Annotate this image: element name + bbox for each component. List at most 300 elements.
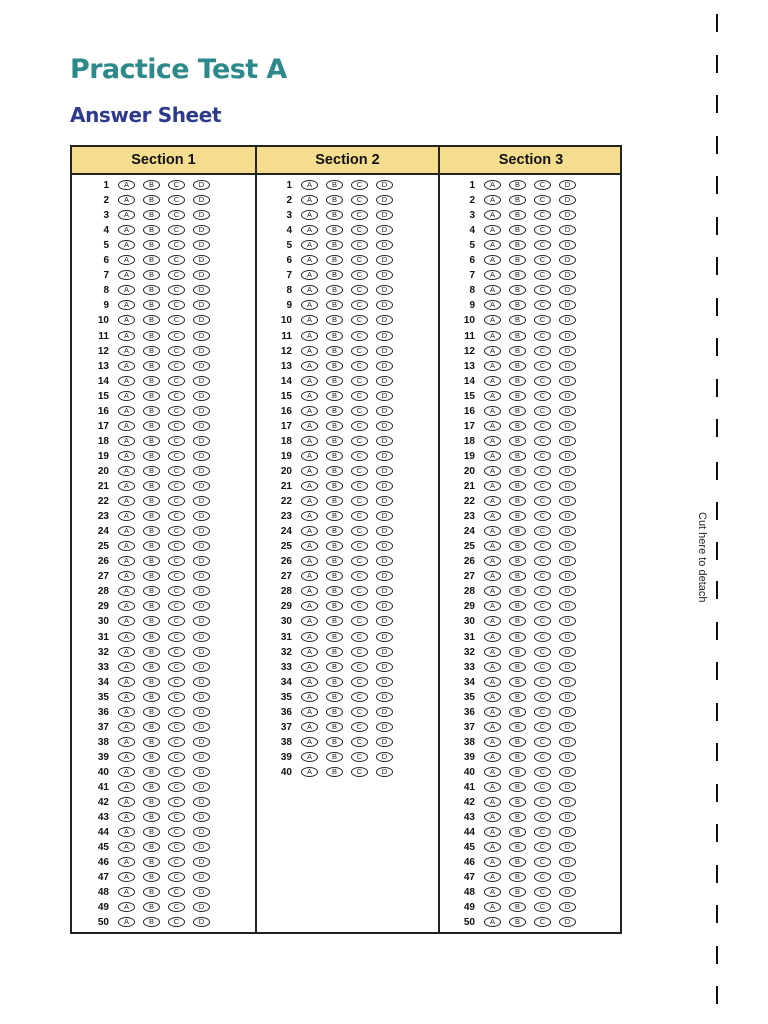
answer-bubble-c[interactable]: C (351, 601, 368, 611)
answer-bubble-d[interactable]: D (193, 496, 210, 506)
answer-bubble-a[interactable]: A (301, 421, 318, 431)
answer-bubble-c[interactable]: C (534, 376, 551, 386)
answer-bubble-c[interactable]: C (534, 902, 551, 912)
answer-bubble-d[interactable]: D (559, 722, 576, 732)
answer-bubble-d[interactable]: D (559, 812, 576, 822)
answer-bubble-d[interactable]: D (193, 752, 210, 762)
answer-bubble-d[interactable]: D (376, 601, 393, 611)
answer-bubble-b[interactable]: B (326, 481, 343, 491)
answer-bubble-b[interactable]: B (509, 526, 526, 536)
answer-bubble-d[interactable]: D (559, 857, 576, 867)
answer-bubble-b[interactable]: B (143, 436, 160, 446)
answer-bubble-b[interactable]: B (143, 195, 160, 205)
answer-bubble-a[interactable]: A (301, 361, 318, 371)
answer-bubble-c[interactable]: C (168, 797, 185, 807)
answer-bubble-d[interactable]: D (193, 526, 210, 536)
answer-bubble-a[interactable]: A (118, 737, 135, 747)
answer-bubble-a[interactable]: A (118, 722, 135, 732)
answer-bubble-d[interactable]: D (559, 917, 576, 927)
answer-bubble-b[interactable]: B (143, 376, 160, 386)
answer-bubble-d[interactable]: D (559, 225, 576, 235)
answer-bubble-b[interactable]: B (326, 255, 343, 265)
answer-bubble-a[interactable]: A (484, 737, 501, 747)
answer-bubble-b[interactable]: B (509, 857, 526, 867)
answer-bubble-b[interactable]: B (143, 496, 160, 506)
answer-bubble-c[interactable]: C (534, 872, 551, 882)
answer-bubble-b[interactable]: B (509, 797, 526, 807)
answer-bubble-a[interactable]: A (118, 827, 135, 837)
answer-bubble-c[interactable]: C (351, 752, 368, 762)
answer-bubble-d[interactable]: D (193, 647, 210, 657)
answer-bubble-b[interactable]: B (509, 511, 526, 521)
answer-bubble-c[interactable]: C (168, 752, 185, 762)
answer-bubble-c[interactable]: C (351, 391, 368, 401)
answer-bubble-c[interactable]: C (168, 616, 185, 626)
answer-bubble-a[interactable]: A (118, 812, 135, 822)
answer-bubble-c[interactable]: C (168, 767, 185, 777)
answer-bubble-b[interactable]: B (509, 406, 526, 416)
answer-bubble-d[interactable]: D (559, 240, 576, 250)
answer-bubble-d[interactable]: D (376, 632, 393, 642)
answer-bubble-c[interactable]: C (534, 210, 551, 220)
answer-bubble-d[interactable]: D (193, 300, 210, 310)
answer-bubble-a[interactable]: A (118, 601, 135, 611)
answer-bubble-b[interactable]: B (509, 421, 526, 431)
answer-bubble-b[interactable]: B (509, 722, 526, 732)
answer-bubble-a[interactable]: A (484, 210, 501, 220)
answer-bubble-a[interactable]: A (484, 526, 501, 536)
answer-bubble-b[interactable]: B (509, 782, 526, 792)
answer-bubble-d[interactable]: D (376, 466, 393, 476)
answer-bubble-a[interactable]: A (484, 827, 501, 837)
answer-bubble-d[interactable]: D (376, 586, 393, 596)
answer-bubble-c[interactable]: C (168, 541, 185, 551)
answer-bubble-a[interactable]: A (484, 195, 501, 205)
answer-bubble-d[interactable]: D (559, 361, 576, 371)
answer-bubble-a[interactable]: A (118, 707, 135, 717)
answer-bubble-b[interactable]: B (509, 842, 526, 852)
answer-bubble-b[interactable]: B (509, 331, 526, 341)
answer-bubble-d[interactable]: D (193, 391, 210, 401)
answer-bubble-b[interactable]: B (509, 872, 526, 882)
answer-bubble-c[interactable]: C (168, 210, 185, 220)
answer-bubble-d[interactable]: D (193, 255, 210, 265)
answer-bubble-d[interactable]: D (376, 315, 393, 325)
answer-bubble-c[interactable]: C (168, 331, 185, 341)
answer-bubble-c[interactable]: C (351, 496, 368, 506)
answer-bubble-c[interactable]: C (534, 601, 551, 611)
answer-bubble-b[interactable]: B (509, 240, 526, 250)
answer-bubble-b[interactable]: B (143, 346, 160, 356)
answer-bubble-d[interactable]: D (376, 376, 393, 386)
answer-bubble-d[interactable]: D (193, 361, 210, 371)
answer-bubble-c[interactable]: C (351, 526, 368, 536)
answer-bubble-d[interactable]: D (193, 225, 210, 235)
answer-bubble-b[interactable]: B (326, 526, 343, 536)
answer-bubble-b[interactable]: B (143, 225, 160, 235)
answer-bubble-b[interactable]: B (326, 752, 343, 762)
answer-bubble-d[interactable]: D (193, 451, 210, 461)
answer-bubble-b[interactable]: B (509, 346, 526, 356)
answer-bubble-a[interactable]: A (301, 255, 318, 265)
answer-bubble-a[interactable]: A (301, 315, 318, 325)
answer-bubble-d[interactable]: D (193, 180, 210, 190)
answer-bubble-d[interactable]: D (376, 421, 393, 431)
answer-bubble-b[interactable]: B (509, 692, 526, 702)
answer-bubble-a[interactable]: A (484, 586, 501, 596)
answer-bubble-c[interactable]: C (168, 406, 185, 416)
answer-bubble-b[interactable]: B (143, 586, 160, 596)
answer-bubble-b[interactable]: B (509, 887, 526, 897)
answer-bubble-d[interactable]: D (193, 436, 210, 446)
answer-bubble-a[interactable]: A (118, 195, 135, 205)
answer-bubble-c[interactable]: C (351, 556, 368, 566)
answer-bubble-b[interactable]: B (509, 616, 526, 626)
answer-bubble-b[interactable]: B (509, 451, 526, 461)
answer-bubble-d[interactable]: D (376, 300, 393, 310)
answer-bubble-b[interactable]: B (143, 180, 160, 190)
answer-bubble-d[interactable]: D (559, 300, 576, 310)
answer-bubble-d[interactable]: D (559, 571, 576, 581)
answer-bubble-b[interactable]: B (326, 496, 343, 506)
answer-bubble-c[interactable]: C (168, 451, 185, 461)
answer-bubble-b[interactable]: B (143, 737, 160, 747)
answer-bubble-b[interactable]: B (509, 195, 526, 205)
answer-bubble-b[interactable]: B (326, 391, 343, 401)
answer-bubble-a[interactable]: A (118, 541, 135, 551)
answer-bubble-d[interactable]: D (193, 677, 210, 687)
answer-bubble-b[interactable]: B (326, 210, 343, 220)
answer-bubble-d[interactable]: D (376, 285, 393, 295)
answer-bubble-b[interactable]: B (326, 767, 343, 777)
answer-bubble-b[interactable]: B (143, 421, 160, 431)
answer-bubble-b[interactable]: B (143, 857, 160, 867)
answer-bubble-b[interactable]: B (143, 647, 160, 657)
answer-bubble-a[interactable]: A (484, 647, 501, 657)
answer-bubble-c[interactable]: C (351, 466, 368, 476)
answer-bubble-c[interactable]: C (351, 511, 368, 521)
answer-bubble-c[interactable]: C (534, 255, 551, 265)
answer-bubble-b[interactable]: B (143, 526, 160, 536)
answer-bubble-a[interactable]: A (484, 872, 501, 882)
answer-bubble-c[interactable]: C (351, 361, 368, 371)
answer-bubble-d[interactable]: D (559, 601, 576, 611)
answer-bubble-a[interactable]: A (301, 195, 318, 205)
answer-bubble-a[interactable]: A (484, 376, 501, 386)
answer-bubble-c[interactable]: C (351, 541, 368, 551)
answer-bubble-c[interactable]: C (351, 376, 368, 386)
answer-bubble-d[interactable]: D (193, 331, 210, 341)
answer-bubble-c[interactable]: C (168, 662, 185, 672)
answer-bubble-d[interactable]: D (193, 421, 210, 431)
answer-bubble-d[interactable]: D (559, 210, 576, 220)
answer-bubble-d[interactable]: D (559, 285, 576, 295)
answer-bubble-d[interactable]: D (193, 842, 210, 852)
answer-bubble-c[interactable]: C (534, 797, 551, 807)
answer-bubble-d[interactable]: D (559, 315, 576, 325)
answer-bubble-c[interactable]: C (534, 526, 551, 536)
answer-bubble-a[interactable]: A (301, 376, 318, 386)
answer-bubble-d[interactable]: D (193, 240, 210, 250)
answer-bubble-b[interactable]: B (143, 707, 160, 717)
answer-bubble-c[interactable]: C (168, 887, 185, 897)
answer-bubble-c[interactable]: C (351, 210, 368, 220)
answer-bubble-b[interactable]: B (143, 466, 160, 476)
answer-bubble-a[interactable]: A (301, 300, 318, 310)
answer-bubble-b[interactable]: B (143, 270, 160, 280)
answer-bubble-b[interactable]: B (143, 872, 160, 882)
answer-bubble-a[interactable]: A (301, 632, 318, 642)
answer-bubble-c[interactable]: C (168, 421, 185, 431)
answer-bubble-d[interactable]: D (193, 270, 210, 280)
answer-bubble-d[interactable]: D (559, 767, 576, 777)
answer-bubble-d[interactable]: D (559, 270, 576, 280)
answer-bubble-a[interactable]: A (301, 601, 318, 611)
answer-bubble-c[interactable]: C (351, 571, 368, 581)
answer-bubble-b[interactable]: B (326, 421, 343, 431)
answer-bubble-a[interactable]: A (118, 556, 135, 566)
answer-bubble-a[interactable]: A (301, 752, 318, 762)
answer-bubble-c[interactable]: C (534, 285, 551, 295)
answer-bubble-c[interactable]: C (168, 436, 185, 446)
answer-bubble-b[interactable]: B (326, 346, 343, 356)
answer-bubble-b[interactable]: B (509, 737, 526, 747)
answer-bubble-d[interactable]: D (193, 376, 210, 386)
answer-bubble-d[interactable]: D (193, 571, 210, 581)
answer-bubble-c[interactable]: C (534, 722, 551, 732)
answer-bubble-a[interactable]: A (484, 692, 501, 702)
answer-bubble-c[interactable]: C (351, 692, 368, 702)
answer-bubble-a[interactable]: A (301, 346, 318, 356)
answer-bubble-a[interactable]: A (118, 917, 135, 927)
answer-bubble-c[interactable]: C (534, 887, 551, 897)
answer-bubble-b[interactable]: B (509, 300, 526, 310)
answer-bubble-a[interactable]: A (484, 466, 501, 476)
answer-bubble-b[interactable]: B (509, 812, 526, 822)
answer-bubble-d[interactable]: D (559, 331, 576, 341)
answer-bubble-c[interactable]: C (534, 300, 551, 310)
answer-bubble-a[interactable]: A (484, 842, 501, 852)
answer-bubble-a[interactable]: A (484, 391, 501, 401)
answer-bubble-b[interactable]: B (326, 376, 343, 386)
answer-bubble-a[interactable]: A (118, 511, 135, 521)
answer-bubble-a[interactable]: A (118, 180, 135, 190)
answer-bubble-d[interactable]: D (559, 496, 576, 506)
answer-bubble-a[interactable]: A (301, 586, 318, 596)
answer-bubble-a[interactable]: A (118, 270, 135, 280)
answer-bubble-c[interactable]: C (534, 692, 551, 702)
answer-bubble-b[interactable]: B (326, 225, 343, 235)
answer-bubble-c[interactable]: C (168, 707, 185, 717)
answer-bubble-a[interactable]: A (118, 872, 135, 882)
answer-bubble-d[interactable]: D (193, 857, 210, 867)
answer-bubble-c[interactable]: C (351, 225, 368, 235)
answer-bubble-a[interactable]: A (484, 361, 501, 371)
answer-bubble-a[interactable]: A (301, 496, 318, 506)
answer-bubble-d[interactable]: D (559, 887, 576, 897)
answer-bubble-d[interactable]: D (193, 315, 210, 325)
answer-bubble-c[interactable]: C (534, 662, 551, 672)
answer-bubble-d[interactable]: D (376, 692, 393, 702)
answer-bubble-d[interactable]: D (193, 285, 210, 295)
answer-bubble-d[interactable]: D (376, 361, 393, 371)
answer-bubble-d[interactable]: D (559, 662, 576, 672)
answer-bubble-a[interactable]: A (301, 210, 318, 220)
answer-bubble-d[interactable]: D (376, 752, 393, 762)
answer-bubble-b[interactable]: B (326, 632, 343, 642)
answer-bubble-a[interactable]: A (301, 285, 318, 295)
answer-bubble-c[interactable]: C (351, 195, 368, 205)
answer-bubble-a[interactable]: A (484, 767, 501, 777)
answer-bubble-c[interactable]: C (534, 421, 551, 431)
answer-bubble-b[interactable]: B (326, 737, 343, 747)
answer-bubble-c[interactable]: C (168, 391, 185, 401)
answer-bubble-a[interactable]: A (118, 466, 135, 476)
answer-bubble-d[interactable]: D (559, 752, 576, 762)
answer-bubble-d[interactable]: D (376, 225, 393, 235)
answer-bubble-d[interactable]: D (193, 737, 210, 747)
answer-bubble-d[interactable]: D (559, 376, 576, 386)
answer-bubble-c[interactable]: C (534, 270, 551, 280)
answer-bubble-a[interactable]: A (484, 887, 501, 897)
answer-bubble-d[interactable]: D (559, 842, 576, 852)
answer-bubble-a[interactable]: A (484, 571, 501, 581)
answer-bubble-c[interactable]: C (351, 285, 368, 295)
answer-bubble-c[interactable]: C (351, 662, 368, 672)
answer-bubble-d[interactable]: D (193, 872, 210, 882)
answer-bubble-b[interactable]: B (143, 812, 160, 822)
answer-bubble-c[interactable]: C (351, 331, 368, 341)
answer-bubble-d[interactable]: D (559, 692, 576, 702)
answer-bubble-c[interactable]: C (534, 632, 551, 642)
answer-bubble-b[interactable]: B (143, 240, 160, 250)
answer-bubble-a[interactable]: A (484, 421, 501, 431)
answer-bubble-c[interactable]: C (168, 300, 185, 310)
answer-bubble-b[interactable]: B (326, 240, 343, 250)
answer-bubble-c[interactable]: C (351, 586, 368, 596)
answer-bubble-b[interactable]: B (509, 481, 526, 491)
answer-bubble-c[interactable]: C (534, 225, 551, 235)
answer-bubble-b[interactable]: B (143, 752, 160, 762)
answer-bubble-a[interactable]: A (484, 331, 501, 341)
answer-bubble-c[interactable]: C (534, 782, 551, 792)
answer-bubble-d[interactable]: D (376, 481, 393, 491)
answer-bubble-a[interactable]: A (118, 887, 135, 897)
answer-bubble-a[interactable]: A (118, 586, 135, 596)
answer-bubble-a[interactable]: A (484, 346, 501, 356)
answer-bubble-a[interactable]: A (301, 180, 318, 190)
answer-bubble-b[interactable]: B (326, 270, 343, 280)
answer-bubble-d[interactable]: D (559, 827, 576, 837)
answer-bubble-c[interactable]: C (168, 225, 185, 235)
answer-bubble-b[interactable]: B (509, 376, 526, 386)
answer-bubble-b[interactable]: B (143, 662, 160, 672)
answer-bubble-d[interactable]: D (559, 466, 576, 476)
answer-bubble-d[interactable]: D (559, 902, 576, 912)
answer-bubble-b[interactable]: B (326, 601, 343, 611)
answer-bubble-b[interactable]: B (143, 616, 160, 626)
answer-bubble-d[interactable]: D (376, 210, 393, 220)
answer-bubble-c[interactable]: C (351, 451, 368, 461)
answer-bubble-a[interactable]: A (118, 662, 135, 672)
answer-bubble-c[interactable]: C (534, 195, 551, 205)
answer-bubble-d[interactable]: D (376, 195, 393, 205)
answer-bubble-a[interactable]: A (118, 571, 135, 581)
answer-bubble-c[interactable]: C (168, 586, 185, 596)
answer-bubble-d[interactable]: D (193, 767, 210, 777)
answer-bubble-c[interactable]: C (168, 632, 185, 642)
answer-bubble-d[interactable]: D (559, 737, 576, 747)
answer-bubble-a[interactable]: A (484, 481, 501, 491)
answer-bubble-d[interactable]: D (376, 436, 393, 446)
answer-bubble-b[interactable]: B (326, 300, 343, 310)
answer-bubble-b[interactable]: B (143, 782, 160, 792)
answer-bubble-b[interactable]: B (326, 315, 343, 325)
answer-bubble-d[interactable]: D (193, 707, 210, 717)
answer-bubble-b[interactable]: B (509, 632, 526, 642)
answer-bubble-a[interactable]: A (484, 315, 501, 325)
answer-bubble-c[interactable]: C (534, 511, 551, 521)
answer-bubble-c[interactable]: C (351, 677, 368, 687)
answer-bubble-b[interactable]: B (143, 722, 160, 732)
answer-bubble-a[interactable]: A (484, 556, 501, 566)
answer-bubble-c[interactable]: C (168, 571, 185, 581)
answer-bubble-c[interactable]: C (534, 842, 551, 852)
answer-bubble-c[interactable]: C (168, 556, 185, 566)
answer-bubble-d[interactable]: D (193, 481, 210, 491)
answer-bubble-d[interactable]: D (559, 556, 576, 566)
answer-bubble-d[interactable]: D (193, 346, 210, 356)
answer-bubble-d[interactable]: D (193, 692, 210, 702)
answer-bubble-b[interactable]: B (509, 180, 526, 190)
answer-bubble-d[interactable]: D (376, 571, 393, 581)
answer-bubble-a[interactable]: A (301, 436, 318, 446)
answer-bubble-c[interactable]: C (351, 707, 368, 717)
answer-bubble-a[interactable]: A (484, 511, 501, 521)
answer-bubble-c[interactable]: C (168, 346, 185, 356)
answer-bubble-c[interactable]: C (534, 616, 551, 626)
answer-bubble-a[interactable]: A (301, 692, 318, 702)
answer-bubble-d[interactable]: D (376, 526, 393, 536)
answer-bubble-b[interactable]: B (143, 692, 160, 702)
answer-bubble-d[interactable]: D (193, 662, 210, 672)
answer-bubble-b[interactable]: B (509, 210, 526, 220)
answer-bubble-b[interactable]: B (509, 917, 526, 927)
answer-bubble-a[interactable]: A (301, 662, 318, 672)
answer-bubble-c[interactable]: C (534, 436, 551, 446)
answer-bubble-a[interactable]: A (118, 331, 135, 341)
answer-bubble-a[interactable]: A (484, 451, 501, 461)
answer-bubble-a[interactable]: A (118, 315, 135, 325)
answer-bubble-d[interactable]: D (376, 451, 393, 461)
answer-bubble-a[interactable]: A (118, 451, 135, 461)
answer-bubble-a[interactable]: A (484, 601, 501, 611)
answer-bubble-a[interactable]: A (118, 692, 135, 702)
answer-bubble-a[interactable]: A (118, 391, 135, 401)
answer-bubble-d[interactable]: D (376, 707, 393, 717)
answer-bubble-a[interactable]: A (118, 406, 135, 416)
answer-bubble-a[interactable]: A (301, 466, 318, 476)
answer-bubble-b[interactable]: B (509, 647, 526, 657)
answer-bubble-d[interactable]: D (559, 451, 576, 461)
answer-bubble-b[interactable]: B (143, 481, 160, 491)
answer-bubble-c[interactable]: C (534, 331, 551, 341)
answer-bubble-d[interactable]: D (376, 737, 393, 747)
answer-bubble-c[interactable]: C (168, 180, 185, 190)
answer-bubble-b[interactable]: B (509, 662, 526, 672)
answer-bubble-d[interactable]: D (376, 677, 393, 687)
answer-bubble-d[interactable]: D (193, 632, 210, 642)
